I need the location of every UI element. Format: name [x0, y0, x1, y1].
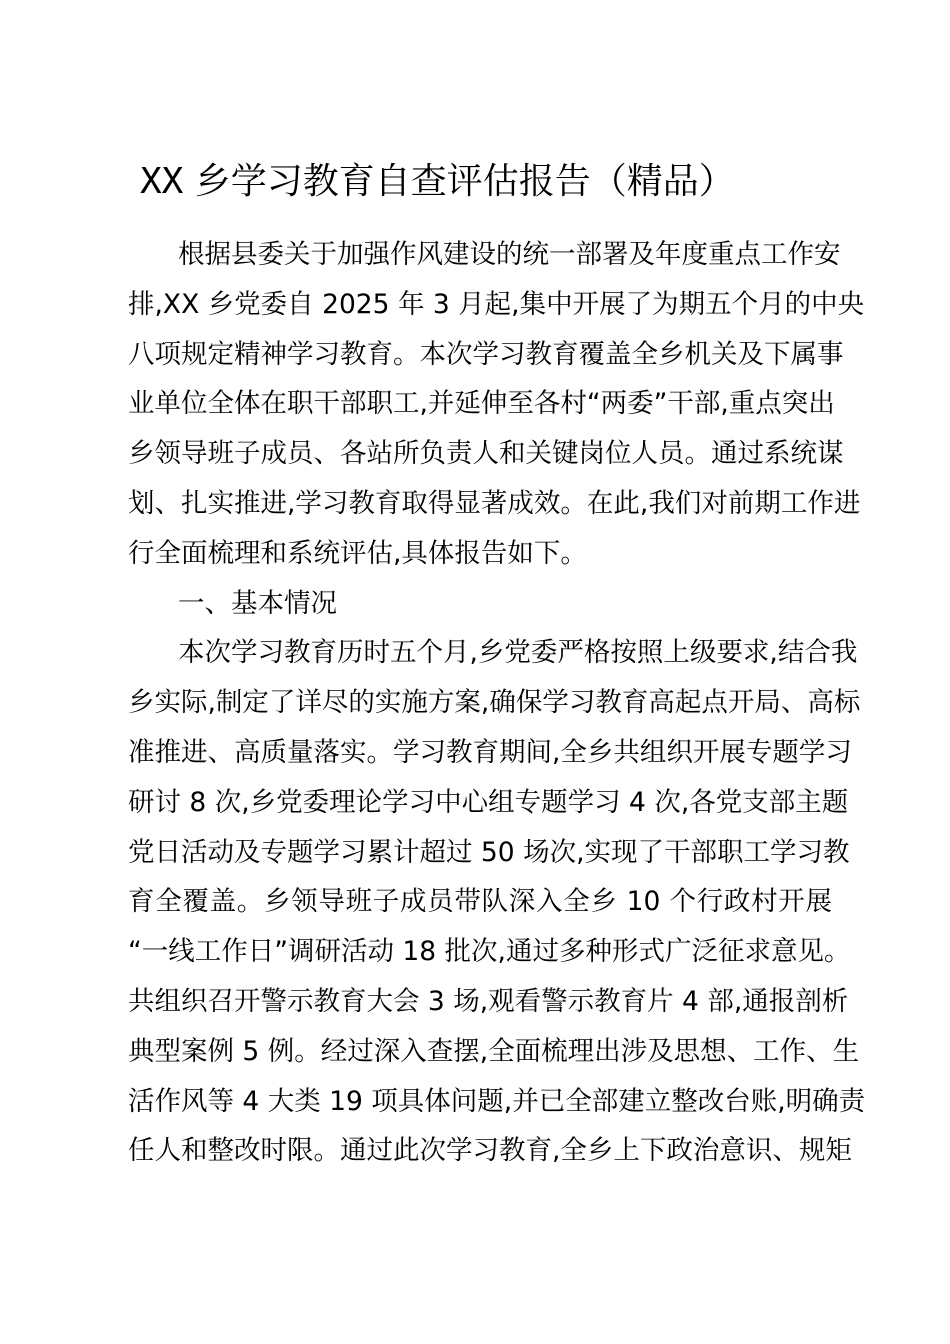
text-line: 活作风等 4 大类 19 项具体问题,并已全部建立整改台账,明确责 — [128, 1085, 866, 1117]
text-line: 排,XX 乡党委自 2025 年 3 月起,集中开展了为期五个月的中央 — [128, 288, 865, 320]
text-line: 共组织召开警示教育大会 3 场,观看警示教育片 4 部,通报剖析 — [128, 985, 849, 1017]
text-line: “一线工作日”调研活动 18 批次,通过多种形式广泛征求意见。 — [128, 936, 851, 968]
text-line: 任人和整改时限。通过此次学习教育,全乡上下政治意识、规矩 — [128, 1135, 852, 1167]
text-line: 八项规定精神学习教育。本次学习教育覆盖全乡机关及下属事 — [128, 338, 844, 370]
document-body — [128, 230, 866, 1176]
text-line: 划、扎实推进,学习教育取得显著成效。在此,我们对前期工作进 — [128, 487, 861, 519]
text-line: 行全面梳理和系统评估,具体报告如下。 — [128, 537, 587, 569]
text-line: 乡实际,制定了详尽的实施方案,确保学习教育高起点开局、高标 — [128, 687, 861, 719]
text-line: 典型案例 5 例。经过深入查摆,全面梳理出涉及思想、工作、生 — [128, 1035, 860, 1067]
text-line: 根据县委关于加强作风建设的统一部署及年度重点工作安 — [178, 239, 841, 270]
text-line: 准推进、高质量落实。学习教育期间,全乡共组织开展专题学习 — [128, 736, 852, 768]
text-line: 研讨 8 次,乡党委理论学习中心组专题学习 4 次,各党支部主题 — [128, 786, 849, 818]
text-line: 育全覆盖。乡领导班子成员带队深入全乡 10 个行政村开展 — [128, 886, 832, 918]
text-line: 业单位全体在职干部职工,并延伸至各村“两委”干部,重点突出 — [128, 388, 835, 420]
document-title — [140, 158, 840, 206]
title-text: 乡学习教育自查评估报告（精品） — [183, 161, 735, 202]
text-line: 党日活动及专题学习累计超过 50 场次,实现了干部职工学习教 — [128, 836, 850, 868]
text-line: 本次学习教育历时五个月,乡党委严格按照上级要求,结合我 — [178, 637, 858, 669]
title-prefix: XX — [140, 161, 184, 202]
section-heading: 一、基本情况 — [178, 587, 337, 619]
text-line: 乡领导班子成员、各站所负责人和关键岗位人员。通过系统谋 — [128, 438, 844, 470]
